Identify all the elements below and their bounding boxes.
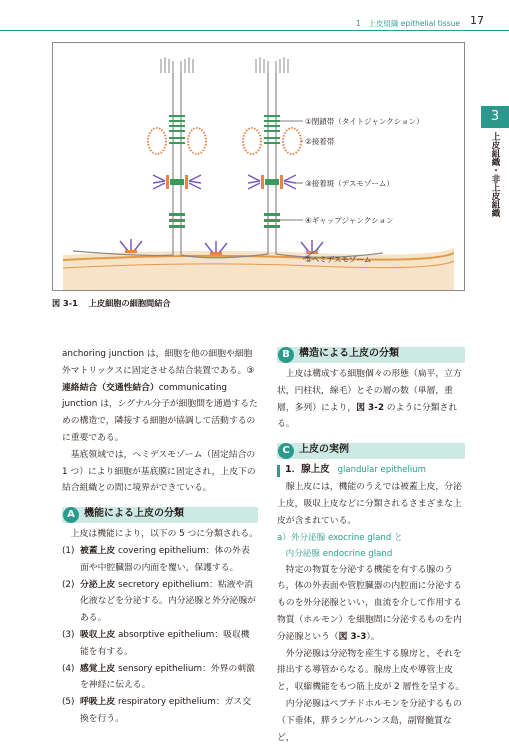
section-b-text-a: 上皮は構成する細胞個々の形態（扁平，立方状，円柱状，線毛）とその層の数（単層，重層，多列）により， [277, 369, 462, 413]
section-c-heading [277, 442, 465, 459]
subsection-glandular [277, 462, 465, 479]
list-item [62, 661, 258, 695]
paragraph-exocrine-end: ）。 [366, 631, 380, 642]
label-adherens: ②接着帯 [305, 137, 335, 146]
list-item-number: (3) [62, 629, 75, 640]
paragraph-anchoring [62, 346, 258, 447]
list-item-number: (5) [62, 697, 75, 708]
left-column [62, 346, 258, 728]
section-a-heading [62, 506, 258, 523]
figure-3-1 [52, 42, 465, 291]
list-item-text: secretory epithelium：粘液や消化液などを分泌する。内分泌腺と外分泌腺がある。 [80, 579, 256, 624]
paragraph-endocrine: 内分泌腺はペプチドホルモンを分泌するもの（下垂体，膵ランゲルハンス島，副腎髄質など， [277, 698, 462, 743]
communicating-term: 連絡結合（交通性結合） [62, 382, 159, 393]
list-item-term: 感覚上皮 [80, 663, 116, 674]
figure-ref: 図 3-2 [356, 402, 384, 413]
section-a-intro: 上皮は機能により，以下の 5 つに分類される。 [70, 529, 258, 540]
list-item-text: sensory epithelium：外界の刺激を神経に伝える。 [80, 663, 255, 691]
subsection-title: 1．腺上皮 [285, 464, 330, 476]
section-b-text [277, 366, 465, 433]
list-item [62, 577, 258, 627]
cell-junction-illustration [53, 43, 464, 290]
right-column [277, 346, 465, 746]
paragraph-basal: 基底領域では，ヘミデスモゾーム（固定結合の 1 つ）により細胞が基底膜に固定され，上皮下の結合組織との間に境界ができている。 [62, 449, 256, 494]
list-item-term: 呼吸上皮 [80, 697, 116, 708]
desmosomes [153, 175, 296, 189]
list-item [62, 543, 258, 577]
list-item-term: 分泌上皮 [80, 579, 116, 590]
label-hemidesmosome: ⑤ヘミデスモゾーム [305, 255, 372, 264]
list-item-term: 被蓋上皮 [80, 545, 116, 556]
section-a-letter: A [63, 507, 79, 523]
subsection-english: glandular epithelium [337, 465, 426, 476]
section-a-title: 機能による上皮の分類 [84, 508, 184, 520]
figure-caption-number: 図 3-1 [52, 298, 78, 308]
adherens-green [169, 137, 280, 144]
chapter-tab-title: 上皮組織・非上皮組織 [490, 132, 500, 217]
tight-junctions [169, 115, 280, 132]
communicating-text: communicating junction は，シグナル分子が細胞間を通過するための構造で，隣接する細胞が協調して活動するのに重要である。 [62, 382, 258, 443]
subheading-a [277, 530, 465, 562]
chapter-tab: 3 [481, 106, 509, 128]
subheading-a-line2: 内分泌腺 endocrine gland [285, 548, 393, 559]
gap-junctions [169, 213, 280, 228]
page-number: 17 [470, 14, 484, 27]
section-c-title: 上皮の実例 [299, 444, 349, 456]
cell-membranes [73, 73, 383, 258]
list-item-text: covering epithelium：体の外表面や中腔臓器の内面を覆い，保護する。 [80, 545, 250, 573]
list-item-number: (4) [62, 663, 75, 674]
list-item [62, 627, 258, 661]
paragraph-acinus: 外分泌腺は分泌物を産生する腺房と，それを排出する導管からなる。腺房上皮や導管上皮と，収縮機能をもつ筋上皮が 2 層性を呈する。 [277, 648, 465, 693]
paragraph-exocrine [277, 562, 465, 646]
label-gap-junction: ④ギャップジャンクション [305, 216, 394, 225]
section-b-text-b: のように分類される。 [277, 402, 458, 430]
section-b-title: 構造による上皮の分類 [299, 348, 399, 360]
list-item-number: (1) [62, 545, 75, 556]
list-item-term: 吸収上皮 [80, 629, 116, 640]
section-b-heading [277, 346, 465, 363]
label-tight-junction: ①閉鎖帯（タイトジャンクション） [305, 117, 424, 126]
list-item-text: respiratory epithelium：ガス交換を行う。 [80, 697, 252, 724]
list-item [62, 694, 258, 728]
microvilli [161, 57, 288, 73]
running-header: 1 上皮組織 epithelial tissue [356, 19, 460, 28]
paragraph-exocrine-text: 特定の物質を分泌する機能を有する腺のうち，体の外表面や管腔臓器の内腔面に分泌するものを外分泌腺といい，血流を介して作用する物質（ホルモン）を細胞間に分泌するものを内分泌腺という（ [277, 564, 462, 642]
figure-ref: 図 3-3 [338, 631, 367, 642]
label-desmosome: ③接着斑（デスモゾーム） [305, 179, 394, 188]
anchoring-text: anchoring junction は，細胞を他の細胞や細胞外マトリックスに固定させる結合装置である。③ [62, 349, 255, 376]
header-rule [0, 30, 509, 31]
list-item-text: absorptive epithelium：吸収機能を有する。 [80, 629, 250, 657]
figure-caption [52, 298, 171, 309]
list-item-number: (2) [62, 579, 75, 590]
section-b-letter: B [278, 347, 294, 363]
section-c-letter: C [278, 443, 294, 459]
subsection-marker [277, 465, 280, 477]
subheading-a-line1: a）外分泌腺 exocrine gland と [277, 532, 403, 543]
glandular-text: 腺上皮には，機能のうえでは被蓋上皮，分泌上皮，吸収上皮などに分類されるさまざまな上皮が含まれている。 [277, 482, 462, 526]
figure-caption-text: 上皮細胞の細胞間結合 [88, 298, 171, 308]
